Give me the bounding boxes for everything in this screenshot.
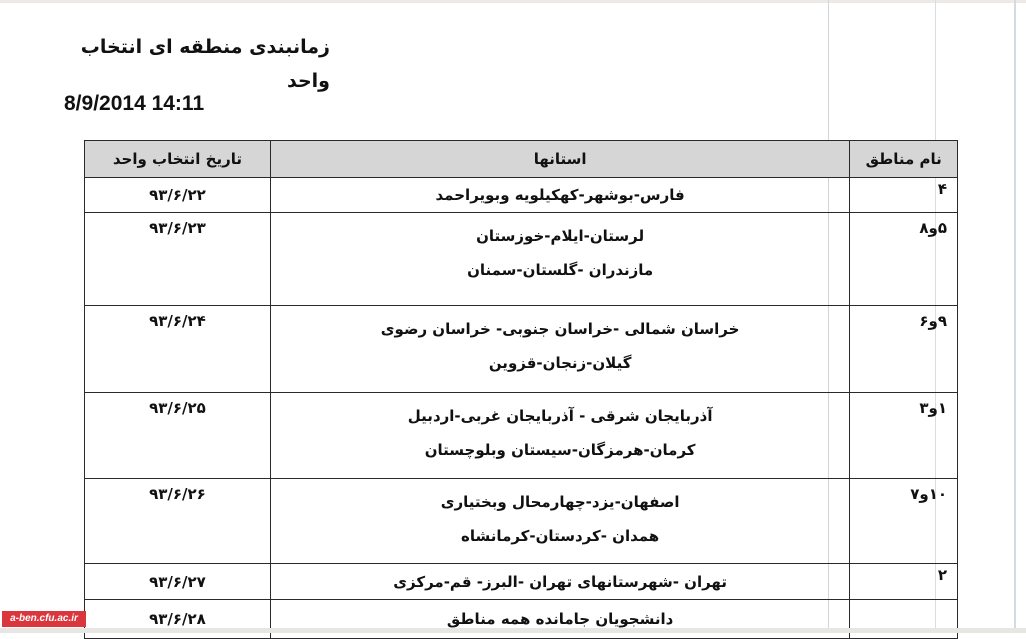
date-cell: ۹۳/۶/۲۵	[85, 393, 271, 479]
header-date: تاریخ انتخاب واحد	[85, 141, 271, 178]
provinces-cell	[270, 393, 849, 479]
scan-bottom-edge	[0, 628, 1026, 633]
provinces-line: فارس-بوشهر-کهکیلویه وبویراحمد	[435, 186, 685, 204]
header-provinces: استانها	[270, 141, 849, 178]
provinces-line: لرستان-ایلام-خوزستان	[476, 227, 645, 245]
date-cell: ۹۳/۶/۲۷	[85, 564, 271, 600]
provinces-cell	[270, 564, 849, 600]
zone-cell: ۹و۶	[850, 306, 958, 393]
zone-cell: ۱و۳	[850, 393, 958, 479]
zone-cell: ۵و۸	[850, 213, 958, 306]
site-watermark-logo: a-ben.cfu.ac.ir	[2, 611, 86, 627]
date-cell: ۹۳/۶/۲۴	[85, 306, 271, 393]
scan-top-edge	[0, 0, 1026, 3]
provinces-line: همدان -کردستان-کرمانشاه	[461, 527, 660, 545]
provinces-line: کرمان-هرمزگان-سیستان وبلوچستان	[424, 441, 696, 459]
date-cell: ۹۳/۶/۲۲	[85, 178, 271, 213]
provinces-line: آذربایجان شرقی - آذربایجان غربی-اردبیل	[407, 407, 713, 425]
table-row	[85, 306, 958, 393]
provinces-line: دانشجویان جامانده همه مناطق	[446, 610, 674, 628]
table-row	[85, 178, 958, 213]
table-row	[85, 564, 958, 600]
table-row	[85, 393, 958, 479]
provinces-line: اصفهان-یزد-چهارمحال وبختیاری	[440, 493, 680, 511]
provinces-cell	[270, 479, 849, 564]
provinces-line: خراسان شمالی -خراسان جنوبی- خراسان رضوی	[380, 320, 740, 338]
table-row	[85, 213, 958, 306]
zone-cell: ۴	[850, 178, 958, 213]
date-cell: ۹۳/۶/۲۶	[85, 479, 271, 564]
ruled-line	[1014, 0, 1016, 633]
provinces-cell	[270, 306, 849, 393]
provinces-cell	[270, 213, 849, 306]
table-header-row	[85, 141, 958, 178]
zone-cell: ۲	[850, 564, 958, 600]
provinces-cell	[270, 178, 849, 213]
table-row	[85, 479, 958, 564]
provinces-line: گیلان-زنجان-قزوین	[488, 354, 632, 372]
document-title: زمانبندی منطقه ای انتخاب واحد	[80, 36, 330, 92]
header-zone: نام مناطق	[850, 141, 958, 178]
date-cell: ۹۳/۶/۲۳	[85, 213, 271, 306]
date-time-stamp: 8/9/2014 14:11	[64, 92, 205, 115]
schedule-table	[84, 140, 958, 639]
zone-cell: ۱۰و۷	[850, 479, 958, 564]
date-cell: ۹۳/۶/۲۸	[85, 600, 271, 639]
provinces-line: تهران -شهرستانهای تهران -البرز- قم-مرکزی	[393, 572, 727, 591]
provinces-line: مازندران -گلستان-سمنان	[467, 261, 654, 279]
